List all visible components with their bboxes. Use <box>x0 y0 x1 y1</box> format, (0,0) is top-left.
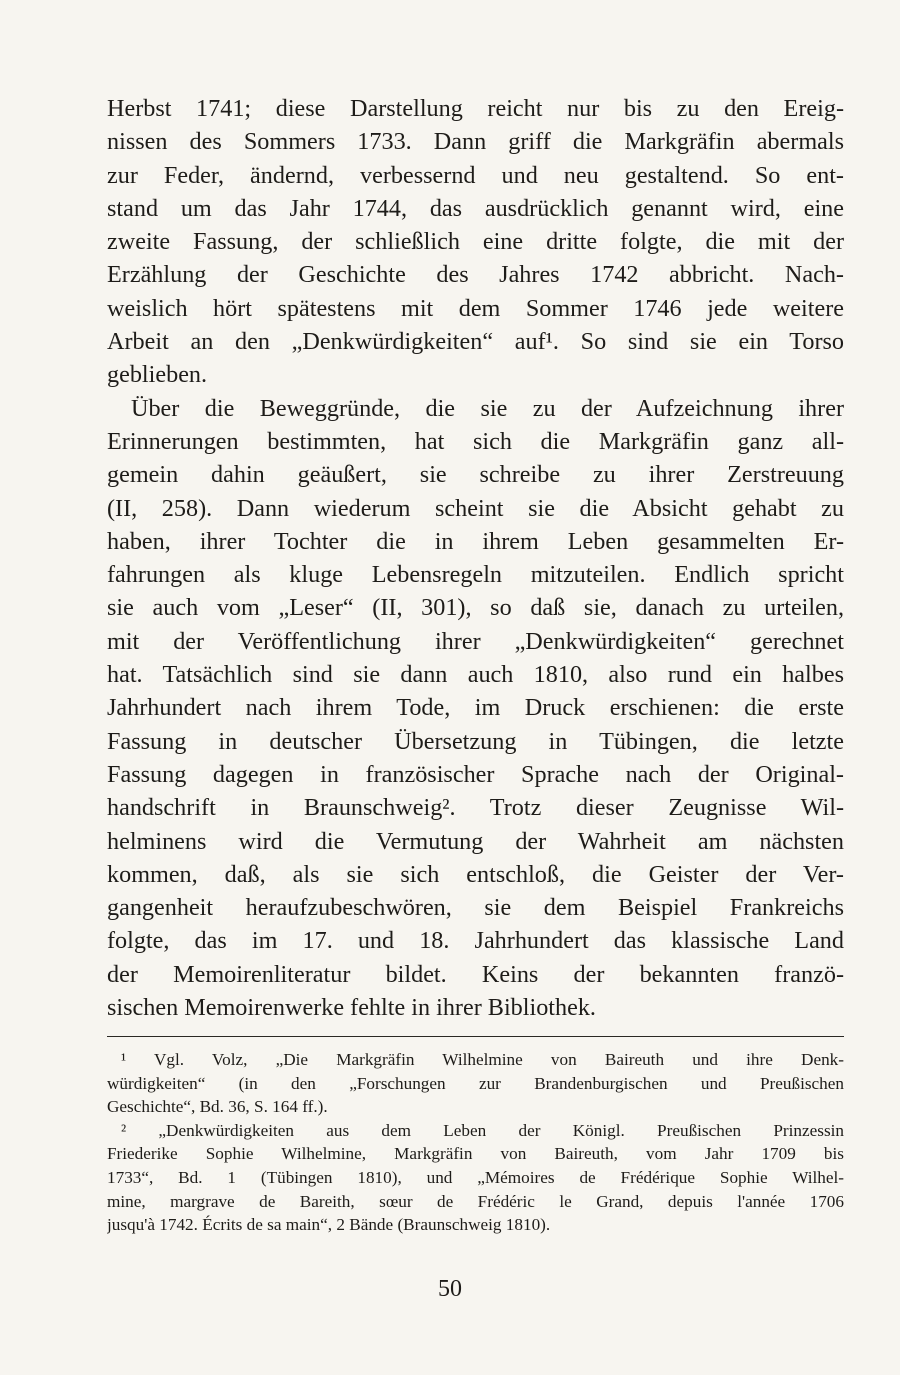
text-line: Jahrhundert nach ihrem Tode, im Druck erschienen: die erste <box>107 694 844 722</box>
text-line: Erzählung der Geschichte des Jahres 1742 abbricht. Nach- <box>107 261 844 289</box>
text-line: mit der Veröffentlichung ihrer „Denkwürdigkeiten“ gerechnet <box>107 627 844 655</box>
text-line: gangenheit heraufzubeschwören, sie dem Beispiel Frankreichs <box>107 894 844 922</box>
footnote-line: jusqu'à 1742. Écrits de sa main“, 2 Bände (Braunschweig 1810). <box>107 1215 551 1235</box>
text-line: (II, 258). Dann wiederum scheint sie die Absicht gehabt zu <box>107 494 844 522</box>
footnote-line: ¹ Vgl. Volz, „Die Markgräfin Wilhelmine von Baireuth und ihre Denk- <box>121 1050 844 1069</box>
text-line: handschrift in Braunschweig². Trotz dieser Zeugnisse Wil- <box>107 794 844 822</box>
text-line: folgte, das im 17. und 18. Jahrhundert das klassische Land <box>107 927 844 955</box>
text-line: fahrungen als kluge Lebensregeln mitzuteilen. Endlich spricht <box>107 561 844 589</box>
footnote-line: Geschichte“, Bd. 36, S. 164 ff.). <box>107 1097 328 1117</box>
text-line: weislich hört spätestens mit dem Sommer 1746 jede weitere <box>107 294 844 322</box>
body-text <box>107 92 844 1024</box>
text-line: der Memoirenliteratur bildet. Keins der bekannten franzö- <box>107 960 844 988</box>
footnote-line: ² „Denkwürdigkeiten aus dem Leben der Königl. Preußischen Prinzessin <box>121 1120 844 1140</box>
footnote-divider <box>107 1036 844 1037</box>
text-line: stand um das Jahr 1744, das ausdrücklich genannt wird, eine <box>107 194 844 222</box>
footnote-line: Friederike Sophie Wilhelmine, Markgräfin von Baireuth, vom Jahr 1709 bis <box>107 1144 844 1164</box>
text-line: Herbst 1741; diese Darstellung reicht nur bis zu den Ereig- <box>107 95 844 122</box>
text-line: hat. Tatsächlich sind sie dann auch 1810, also rund ein halbes <box>107 661 844 689</box>
text-line: zur Feder, ändernd, verbessernd und neu gestaltend. So ent- <box>107 161 844 189</box>
text-line: helminens wird die Vermutung der Wahrheit am nächsten <box>107 827 844 855</box>
footnotes <box>107 1048 844 1237</box>
footnote-line: würdigkeiten“ (in den „Forschungen zur Brandenburgischen und Preußischen <box>107 1073 844 1093</box>
text-line: geblieben. <box>107 361 208 389</box>
footnote-line: mine, margrave de Bareith, sœur de Frédéric le Grand, depuis l'année 1706 <box>107 1191 844 1211</box>
footnote-line: 1733“, Bd. 1 (Tübingen 1810), und „Mémoires de Frédérique Sophie Wilhel- <box>107 1167 844 1187</box>
text-line: kommen, daß, als sie sich entschloß, die Geister der Ver- <box>107 860 844 888</box>
text-line: Über die Beweggründe, die sie zu der Aufzeichnung ihrer <box>131 394 844 422</box>
text-line: sie auch vom „Leser“ (II, 301), so daß sie, danach zu urteilen, <box>107 594 844 622</box>
text-line: gemein dahin geäußert, sie schreibe zu ihrer Zerstreuung <box>107 461 844 489</box>
text-line: sischen Memoirenwerke fehlte in ihrer Bibliothek. <box>107 994 596 1022</box>
text-line: Arbeit an den „Denkwürdigkeiten“ auf¹. So sind sie ein Torso <box>107 328 844 356</box>
text-line: zweite Fassung, der schließlich eine dritte folgte, die mit der <box>107 228 844 256</box>
page-number: 50 <box>438 1276 462 1302</box>
text-line: Fassung in deutscher Übersetzung in Tübingen, die letzte <box>107 727 844 755</box>
text-line: nissen des Sommers 1733. Dann griff die Markgräfin abermals <box>107 128 844 156</box>
text-line: Fassung dagegen in französischer Sprache nach der Original- <box>107 760 844 788</box>
text-line: Erinnerungen bestimmten, hat sich die Markgräfin ganz all- <box>107 427 844 455</box>
text-line: haben, ihrer Tochter die in ihrem Leben gesammelten Er- <box>107 527 844 555</box>
